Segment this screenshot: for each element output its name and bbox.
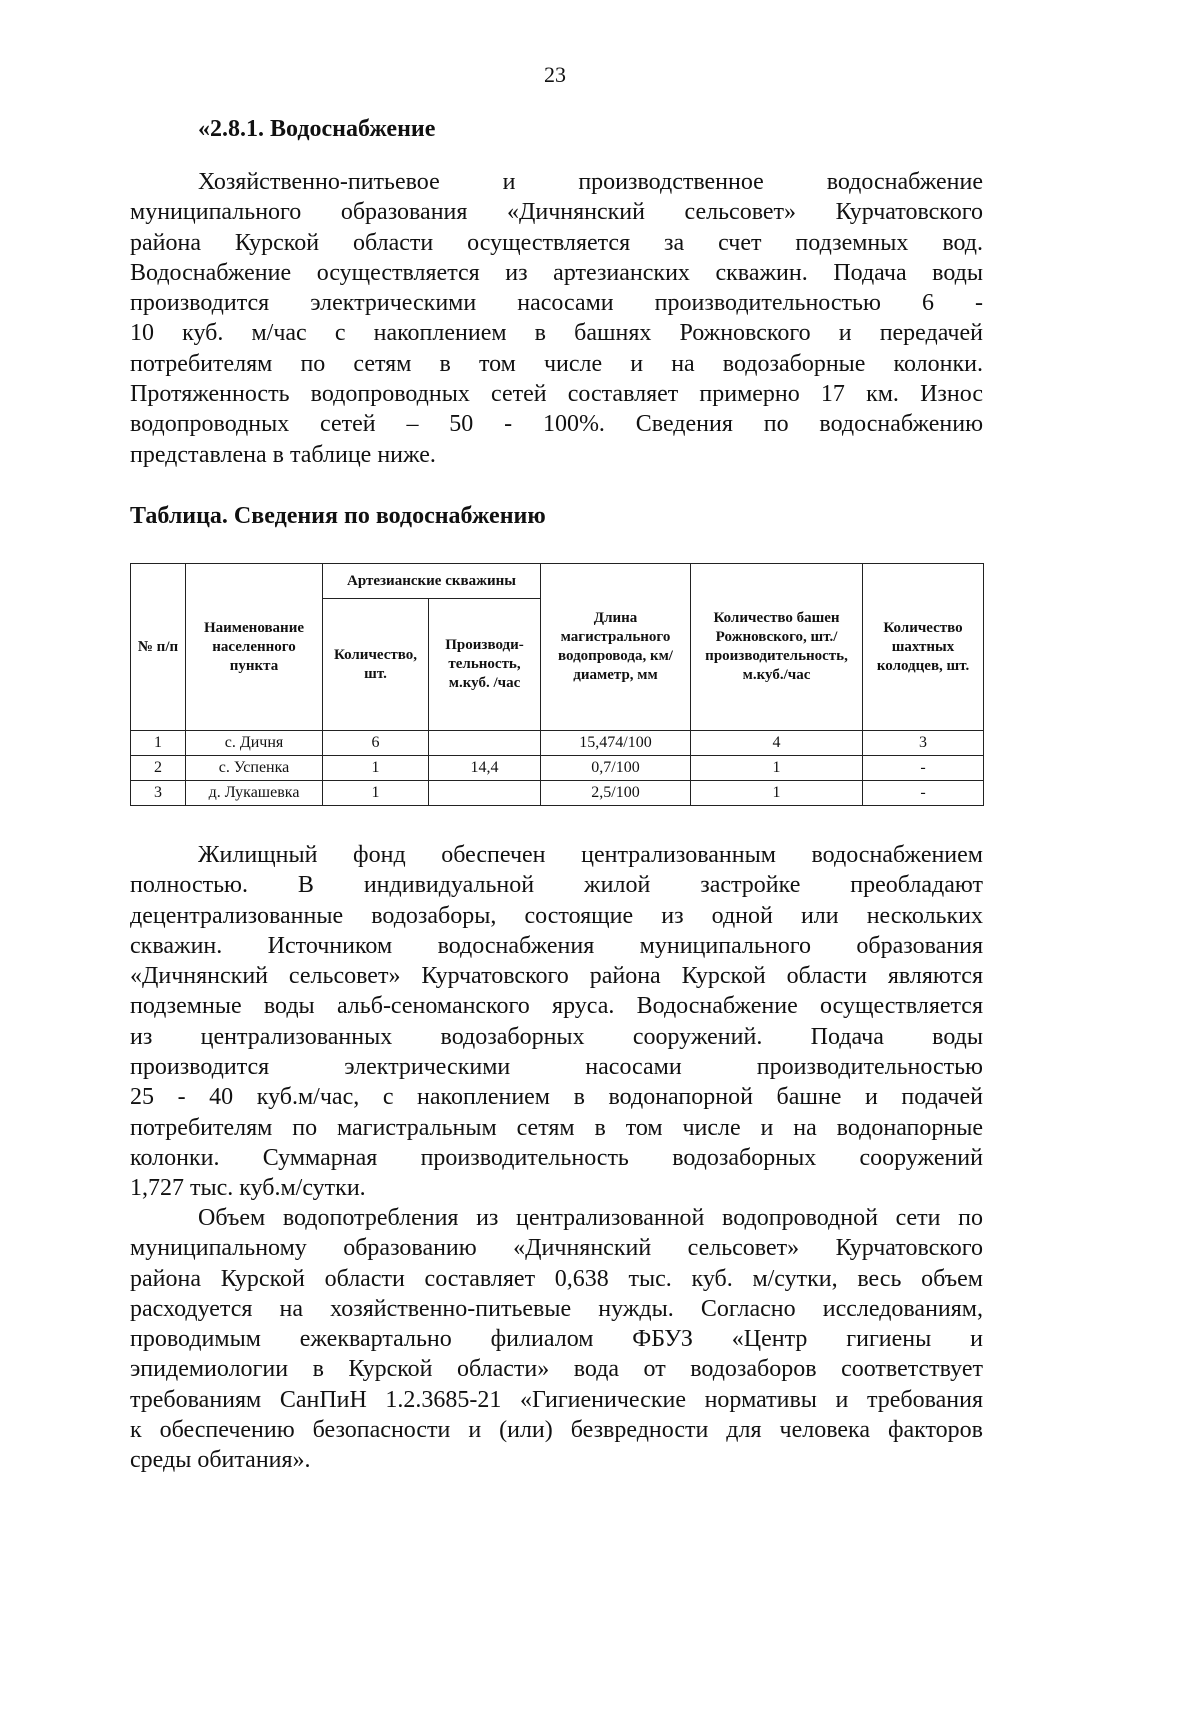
header-wells-capacity: Производи-тельность, м.куб. /час (429, 599, 541, 731)
wells-count-cell: 6 (323, 731, 429, 756)
text-line: Жилищный фонд обеспечен централизованным водоснабжением (198, 842, 983, 868)
row-num-cell: 1 (131, 731, 186, 756)
shafts-count-cell: - (863, 781, 984, 806)
wells-capacity-cell (429, 731, 541, 756)
header-name: Наименование населенного пункта (186, 564, 323, 731)
table-row (131, 756, 984, 781)
header-towers: Количество башен Рожновского, шт./ производительность, м.куб./час (691, 564, 863, 731)
text-line: колонки. Суммарная производительность водозаборных сооружений (130, 1144, 983, 1171)
text-line: представлена в таблице ниже. (130, 441, 436, 468)
wells-capacity-cell (429, 781, 541, 806)
pipeline-length-cell: 2,5/100 (541, 781, 691, 806)
paragraph-1 (130, 167, 983, 470)
paragraph-2 (130, 840, 983, 1204)
text-line: производится электрическими насосами производительностью 6 - (130, 290, 983, 317)
text-line: водопроводных сетей – 50 - 100%. Сведения по водоснабжению (130, 411, 983, 438)
text-line: к обеспечению безопасности и (или) безвредности для человека факторов (130, 1417, 983, 1444)
text-line: расходуется на хозяйственно-питьевые нужды. Согласно исследованиям, (130, 1295, 983, 1322)
text-line: Протяженность водопроводных сетей составляет примерно 17 км. Износ (130, 381, 983, 408)
text-line: среды обитания». (130, 1447, 311, 1474)
text-line: Водоснабжение осуществляется из артезианских скважин. Подача воды (130, 259, 983, 286)
header-wells-group: Артезианские скважины (323, 564, 541, 599)
text-line: 10 куб. м/час с накоплением в башнях Рожновского и передачей (130, 320, 983, 347)
page-number: 23 (544, 62, 566, 87)
settlement-name-cell: с. Успенка (186, 756, 323, 781)
text-line: района Курской области составляет 0,638 тыс. куб. м/сутки, весь объем (130, 1265, 983, 1292)
shafts-count-cell: - (863, 756, 984, 781)
water-supply-table (130, 563, 984, 806)
text-line: «Дичнянский сельсовет» Курчатовского района Курской области являются (130, 963, 983, 990)
paragraph-3 (130, 1203, 983, 1476)
shafts-count-cell: 3 (863, 731, 984, 756)
section-title: «2.8.1. Водоснабжение (198, 116, 436, 142)
row-num-cell: 2 (131, 756, 186, 781)
text-line: проводимым ежеквартально филиалом ФБУЗ «Центр гигиены и (130, 1326, 983, 1353)
text-line: подземные воды альб-сеноманского яруса. Водоснабжение осуществляется (130, 993, 983, 1020)
header-pipeline: Длина магистрального водопровода, км/диаметр, мм (541, 564, 691, 731)
settlement-name-cell: с. Дичня (186, 731, 323, 756)
text-line: полностью. В индивидуальной жилой застройке преобладают (130, 872, 983, 899)
text-line: 1,727 тыс. куб.м/сутки. (130, 1175, 366, 1202)
text-line: потребителям по сетям в том числе и на водозаборные колонки. (130, 350, 983, 377)
towers-count-cell: 1 (691, 781, 863, 806)
text-line: децентрализованные водозаборы, состоящие из одной или нескольких (130, 902, 983, 929)
wells-count-cell: 1 (323, 756, 429, 781)
header-num: № п/п (131, 564, 186, 731)
table-row (131, 781, 984, 806)
wells-capacity-cell: 14,4 (429, 756, 541, 781)
pipeline-length-cell: 15,474/100 (541, 731, 691, 756)
towers-count-cell: 4 (691, 731, 863, 756)
text-line: муниципального образования «Дичнянский сельсовет» Курчатовского (130, 199, 983, 226)
pipeline-length-cell: 0,7/100 (541, 756, 691, 781)
text-line: эпидемиологии в Курской области» вода от водозаборов соответствует (130, 1356, 983, 1383)
row-num-cell: 3 (131, 781, 186, 806)
header-wells-count: Количество, шт. (323, 599, 429, 731)
table-row (131, 731, 984, 756)
text-line: 25 - 40 куб.м/час, с накоплением в водонапорной башне и подачей (130, 1084, 983, 1111)
text-line: из централизованных водозаборных сооружений. Подача воды (130, 1023, 983, 1050)
text-line: скважин. Источником водоснабжения муниципального образования (130, 932, 983, 959)
wells-count-cell: 1 (323, 781, 429, 806)
header-shafts: Количество шахтных колодцев, шт. (863, 564, 984, 731)
text-line: муниципальному образованию «Дичнянский сельсовет» Курчатовского (130, 1235, 983, 1262)
text-line: района Курской области осуществляется за счет подземных вод. (130, 229, 983, 256)
settlement-name-cell: д. Лукашевка (186, 781, 323, 806)
text-line: потребителям по магистральным сетям в том числе и на водонапорные (130, 1114, 983, 1141)
text-line: Хозяйственно-питьевое и производственное водоснабжение (198, 169, 983, 195)
text-line: производится электрическими насосами производительностью (130, 1054, 983, 1081)
text-line: требованиям СанПиН 1.2.3685-21 «Гигиенические нормативы и требования (130, 1386, 983, 1413)
towers-count-cell: 1 (691, 756, 863, 781)
table-title: Таблица. Сведения по водоснабжению (130, 503, 546, 529)
text-line: Объем водопотребления из централизованной водопроводной сети по (198, 1205, 983, 1231)
